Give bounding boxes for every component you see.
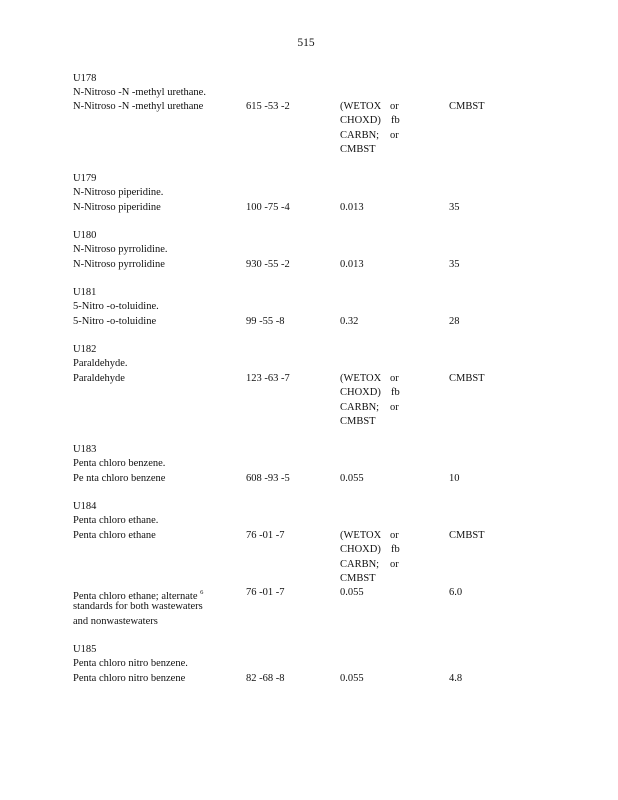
wastewater-standard: (WETOX or CHOXD) fb CARBN; or CMBST xyxy=(340,373,400,427)
nonwastewater-standard: CMBST xyxy=(449,373,485,384)
cas-number: 76 -01 -7 xyxy=(246,587,285,598)
cas-number: 615 -53 -2 xyxy=(246,101,290,112)
cas-number: 76 -01 -7 xyxy=(246,530,285,541)
constituent-name: Penta chloro nitro benzene xyxy=(73,673,186,684)
wastewater-standard: 0.055 xyxy=(340,473,364,484)
waste-code: U180 xyxy=(73,230,97,241)
wastewater-standard: (WETOX or CHOXD) fb CARBN; or CMBST xyxy=(340,101,400,155)
wastewater-standard: 0.013 xyxy=(340,259,364,270)
nonwastewater-standard: CMBST xyxy=(449,530,485,541)
waste-code: U182 xyxy=(73,344,97,355)
waste-code: U185 xyxy=(73,644,97,655)
nonwastewater-standard: 28 xyxy=(449,316,460,327)
nonwastewater-standard: 4.8 xyxy=(449,673,463,684)
nonwastewater-standard: 35 xyxy=(449,202,460,213)
cas-number: 608 -93 -5 xyxy=(246,473,290,484)
waste-code: U178 xyxy=(73,73,97,84)
page-number: 515 xyxy=(297,37,315,49)
cas-number: 930 -55 -2 xyxy=(246,259,290,270)
wastewater-standard: 0.32 xyxy=(340,316,359,327)
nonwastewater-standard: 35 xyxy=(449,259,460,270)
wastewater-standard: 0.055 xyxy=(340,587,364,598)
footnote-marker: 6 xyxy=(200,589,204,596)
waste-code: U179 xyxy=(73,173,97,184)
constituent-heading: Penta chloro ethane. xyxy=(73,515,159,526)
wastewater-standard: (WETOX or CHOXD) fb CARBN; or CMBST xyxy=(340,530,400,584)
cas-number: 82 -68 -8 xyxy=(246,673,285,684)
constituent-heading: 5-Nitro -o-toluidine. xyxy=(73,301,159,312)
constituent-heading: Paraldehyde. xyxy=(73,358,128,369)
cas-number: 99 -55 -8 xyxy=(246,316,285,327)
nonwastewater-standard: 6.0 xyxy=(449,587,463,598)
constituent-heading: Penta chloro nitro benzene. xyxy=(73,658,188,669)
wastewater-standard: 0.055 xyxy=(340,673,364,684)
nonwastewater-standard: 10 xyxy=(449,473,460,484)
constituent-name: N-Nitroso -N -methyl urethane xyxy=(73,101,204,112)
constituent-heading: Penta chloro benzene. xyxy=(73,458,166,469)
constituent-heading: N-Nitroso pyrrolidine. xyxy=(73,244,168,255)
cas-number: 123 -63 -7 xyxy=(246,373,290,384)
nonwastewater-standard: CMBST xyxy=(449,101,485,112)
waste-code: U181 xyxy=(73,287,97,298)
waste-code: U184 xyxy=(73,501,97,512)
constituent-name: N-Nitroso pyrrolidine xyxy=(73,259,165,270)
alternate-standard-name: Penta chloro ethane; alternate $^6$ standards for both wastewaters and nonwastewaters xyxy=(73,589,204,627)
constituent-name: N-Nitroso piperidine xyxy=(73,202,161,213)
constituent-heading: N-Nitroso piperidine. xyxy=(73,187,164,198)
constituent-name: Penta chloro ethane xyxy=(73,530,156,541)
cas-number: 100 -75 -4 xyxy=(246,202,290,213)
wastewater-standard: 0.013 xyxy=(340,202,364,213)
waste-code: U183 xyxy=(73,444,97,455)
constituent-heading: N-Nitroso -N -methyl urethane. xyxy=(73,87,206,98)
constituent-name: Pe nta chloro benzene xyxy=(73,473,166,484)
constituent-name: Paraldehyde xyxy=(73,373,125,384)
constituent-name: 5-Nitro -o-toluidine xyxy=(73,316,157,327)
